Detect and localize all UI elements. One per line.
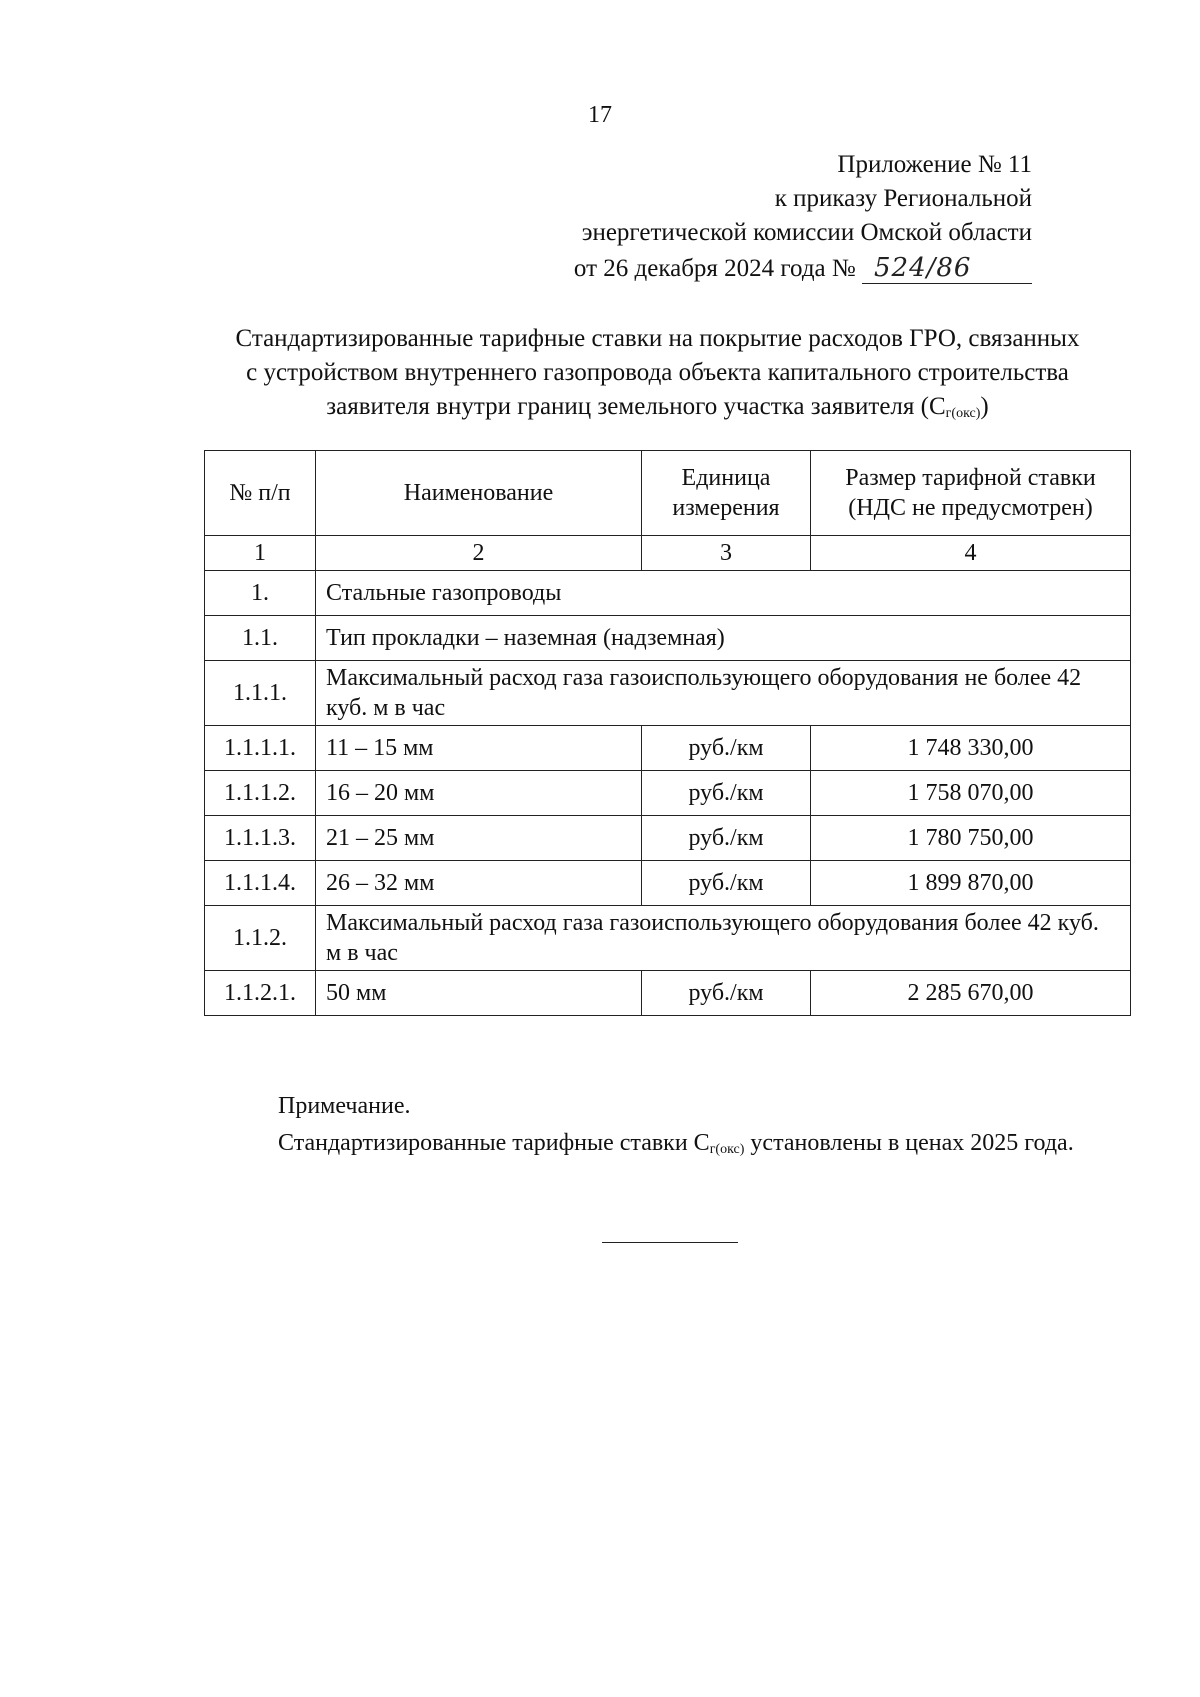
row-num: 1.1.2.1. — [205, 971, 316, 1016]
row-unit: руб./км — [642, 771, 811, 816]
header-num: № п/п — [205, 451, 316, 536]
row-diameter: 50 мм — [316, 971, 642, 1016]
table-row — [205, 971, 1131, 1016]
row-rate: 1 780 750,00 — [811, 816, 1131, 861]
page-number: 17 — [588, 102, 612, 128]
document-title — [190, 322, 1125, 431]
header-unit: Единица измерения — [642, 451, 811, 536]
row-rate: 1 758 070,00 — [811, 771, 1131, 816]
row-rate: 1 748 330,00 — [811, 726, 1131, 771]
row-section-name: Максимальный расход газа газоиспользующего оборудования более 42 куб. м в час — [316, 906, 1131, 971]
note-text — [207, 1125, 1128, 1168]
order-number-handwritten: 524/86 — [874, 253, 972, 283]
row-diameter: 16 – 20 мм — [316, 771, 642, 816]
row-unit: руб./км — [642, 816, 811, 861]
row-unit: руб./км — [642, 861, 811, 906]
row-unit: руб./км — [642, 726, 811, 771]
table-row — [205, 816, 1131, 861]
row-unit: руб./км — [642, 971, 811, 1016]
row-num: 1.1.1.3. — [205, 816, 316, 861]
row-rate: 2 285 670,00 — [811, 971, 1131, 1016]
end-divider — [602, 1242, 738, 1243]
row-section-name: Тип прокладки – наземная (надземная) — [316, 616, 1131, 661]
row-num: 1.1.1.1. — [205, 726, 316, 771]
title-line-2: с устройством внутреннего газопровода объекта капитального строительства — [246, 359, 1069, 386]
row-num: 1.1.2. — [205, 906, 316, 971]
table-row — [205, 861, 1131, 906]
title-line-3-close: ) — [980, 393, 989, 420]
tariff-table — [204, 450, 1131, 1016]
table-row — [205, 616, 1131, 661]
table-row — [205, 571, 1131, 616]
order-number-field — [862, 253, 1032, 284]
row-diameter: 11 – 15 мм — [316, 726, 642, 771]
order-date: от 26 декабря 2024 года № — [573, 255, 856, 282]
table-row — [205, 771, 1131, 816]
table-row — [205, 906, 1131, 971]
row-rate: 1 899 870,00 — [811, 861, 1131, 906]
row-section-name: Максимальный расход газа газоиспользующего оборудования не более 42 куб. м в час — [316, 661, 1131, 726]
row-diameter: 21 – 25 мм — [316, 816, 642, 861]
title-subscript: г(окс) — [945, 406, 981, 421]
note-subscript: г(окс) — [709, 1142, 745, 1157]
note-title: Примечание. — [278, 1093, 411, 1119]
row-diameter: 26 – 32 мм — [316, 861, 642, 906]
header-name: Наименование — [316, 451, 642, 536]
column-index: 4 — [811, 536, 1131, 571]
column-index: 2 — [316, 536, 642, 571]
table-header-row — [205, 451, 1131, 536]
note-text-start: Стандартизированные тарифные ставки С — [278, 1130, 710, 1156]
row-num: 1.1.1. — [205, 661, 316, 726]
table-row — [205, 726, 1131, 771]
appendix-commission: энергетической комиссии Омской области — [581, 219, 1032, 246]
appendix-order-ref: к приказу Региональной — [774, 185, 1032, 212]
title-line-1: Стандартизированные тарифные ставки на покрытие расходов ГРО, связанных — [235, 325, 1080, 352]
column-index-row — [205, 536, 1131, 571]
header-rate: Размер тарифной ставки (НДС не предусмотрен) — [811, 451, 1131, 536]
row-num: 1.1.1.2. — [205, 771, 316, 816]
row-num: 1. — [205, 571, 316, 616]
title-line-3-text: заявителя внутри границ земельного участка заявителя (С — [326, 393, 946, 420]
column-index: 1 — [205, 536, 316, 571]
column-index: 3 — [642, 536, 811, 571]
appendix-title: Приложение № 11 — [837, 151, 1032, 178]
row-num: 1.1.1.4. — [205, 861, 316, 906]
table-row — [205, 661, 1131, 726]
row-num: 1.1. — [205, 616, 316, 661]
title-line-3 — [190, 390, 1125, 431]
row-section-name: Стальные газопроводы — [316, 571, 1131, 616]
appendix-date-line — [574, 253, 1032, 284]
note-text-end: установлены в ценах 2025 года. — [744, 1130, 1074, 1156]
